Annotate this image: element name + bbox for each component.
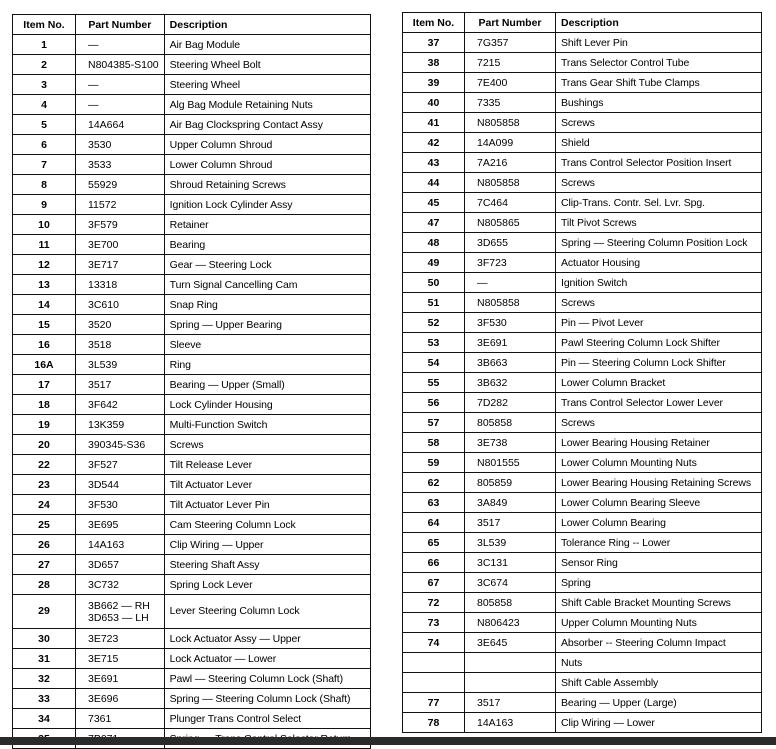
item-number-cell: 34 — [13, 709, 76, 729]
table-row — [403, 653, 762, 673]
part-number-cell: 3517 — [465, 513, 556, 533]
part-number-cell: 3E691 — [465, 333, 556, 353]
item-number-cell: 8 — [13, 175, 76, 195]
description-cell: Tilt Release Lever — [164, 455, 370, 475]
part-number-cell: 3B662 — RH 3D653 — LH — [76, 595, 165, 629]
item-number-cell: 41 — [403, 113, 465, 133]
item-number-cell: 51 — [403, 293, 465, 313]
item-number-cell: 63 — [403, 493, 465, 513]
part-number-cell: 3D657 — [76, 555, 165, 575]
description-cell: Tilt Actuator Lever — [164, 475, 370, 495]
description-cell: Upper Column Shroud — [164, 135, 370, 155]
item-number-cell: 26 — [13, 535, 76, 555]
part-number-cell: 3F642 — [76, 395, 165, 415]
table-row — [13, 649, 371, 669]
part-number-cell: 390345-S36 — [76, 435, 165, 455]
item-number-cell: 40 — [403, 93, 465, 113]
description-cell: Trans Selector Control Tube — [556, 53, 762, 73]
table-row — [13, 95, 371, 115]
table-row — [13, 375, 371, 395]
part-number-cell: — — [76, 95, 165, 115]
parts-table-right — [402, 12, 762, 733]
table-row — [13, 195, 371, 215]
part-number-cell: 7A216 — [465, 153, 556, 173]
description-cell: Upper Column Mounting Nuts — [556, 613, 762, 633]
header-description: Description — [164, 15, 370, 35]
table-row — [403, 573, 762, 593]
table-row — [13, 395, 371, 415]
description-cell: Lower Column Bearing — [556, 513, 762, 533]
part-number-cell: 3D655 — [465, 233, 556, 253]
description-cell: Shield — [556, 133, 762, 153]
item-number-cell: 32 — [13, 669, 76, 689]
table-row — [13, 235, 371, 255]
part-number-cell: 3B632 — [465, 373, 556, 393]
description-cell: Spring — [556, 573, 762, 593]
description-cell: Steering Wheel Bolt — [164, 55, 370, 75]
description-cell: Bushings — [556, 93, 762, 113]
description-cell: Pawl — Steering Column Lock (Shaft) — [164, 669, 370, 689]
part-number-cell: 3B663 — [465, 353, 556, 373]
table-row — [403, 53, 762, 73]
part-number-cell: 14A664 — [76, 115, 165, 135]
description-cell: Sleeve — [164, 335, 370, 355]
item-number-cell: 9 — [13, 195, 76, 215]
description-cell: Lever Steering Column Lock — [164, 595, 370, 629]
item-number-cell: 39 — [403, 73, 465, 93]
table-row — [403, 133, 762, 153]
header-row — [403, 13, 762, 33]
part-number-cell: — — [76, 35, 165, 55]
description-cell: Tolerance Ring -- Lower — [556, 533, 762, 553]
table-row — [403, 93, 762, 113]
table-row — [13, 295, 371, 315]
item-number-cell: 13 — [13, 275, 76, 295]
part-number-cell: 13318 — [76, 275, 165, 295]
description-cell: Multi-Function Switch — [164, 415, 370, 435]
header-item-no: Item No. — [403, 13, 465, 33]
description-cell: Clip-Trans. Contr. Sel. Lvr. Spg. — [556, 193, 762, 213]
table-row — [13, 355, 371, 375]
description-cell: Ignition Lock Cylinder Assy — [164, 195, 370, 215]
item-number-cell: 30 — [13, 629, 76, 649]
item-number-cell: 62 — [403, 473, 465, 493]
description-cell: Steering Shaft Assy — [164, 555, 370, 575]
part-number-cell: 7D282 — [465, 393, 556, 413]
description-cell: Pawl Steering Column Lock Shifter — [556, 333, 762, 353]
description-cell: Shroud Retaining Screws — [164, 175, 370, 195]
table-row — [403, 213, 762, 233]
table-row — [13, 475, 371, 495]
description-cell: Pin — Steering Column Lock Shifter — [556, 353, 762, 373]
table-row — [403, 693, 762, 713]
table-row — [403, 673, 762, 693]
description-cell: Air Bag Module — [164, 35, 370, 55]
item-number-cell: 29 — [13, 595, 76, 629]
item-number-cell: 74 — [403, 633, 465, 653]
part-number-cell: 805858 — [465, 593, 556, 613]
item-number-cell: 15 — [13, 315, 76, 335]
table-row — [403, 273, 762, 293]
description-cell: Cam Steering Column Lock — [164, 515, 370, 535]
table-row — [403, 393, 762, 413]
item-number-cell — [403, 673, 465, 693]
table-row — [13, 335, 371, 355]
item-number-cell: 72 — [403, 593, 465, 613]
item-number-cell: 57 — [403, 413, 465, 433]
item-number-cell: 16 — [13, 335, 76, 355]
item-number-cell: 24 — [13, 495, 76, 515]
part-number-cell: 3E695 — [76, 515, 165, 535]
part-number-cell: 3C131 — [465, 553, 556, 573]
description-cell: Gear — Steering Lock — [164, 255, 370, 275]
table-row — [13, 415, 371, 435]
part-number-cell: N801555 — [465, 453, 556, 473]
part-number-cell: 3L539 — [76, 355, 165, 375]
table-row — [403, 353, 762, 373]
item-number-cell: 54 — [403, 353, 465, 373]
table-row — [13, 175, 371, 195]
description-cell: Screws — [556, 293, 762, 313]
header-description: Description — [556, 13, 762, 33]
item-number-cell: 31 — [13, 649, 76, 669]
part-number-cell: 3530 — [76, 135, 165, 155]
item-number-cell: 48 — [403, 233, 465, 253]
description-cell: Steering Wheel — [164, 75, 370, 95]
table-row — [13, 55, 371, 75]
part-number-cell: 3E645 — [465, 633, 556, 653]
page-bottom-edge — [0, 737, 776, 745]
description-cell: Screws — [556, 413, 762, 433]
description-cell: Nuts — [556, 653, 762, 673]
description-cell: Retainer — [164, 215, 370, 235]
table-row — [403, 253, 762, 273]
part-number-cell: 3D544 — [76, 475, 165, 495]
description-cell: Shift Cable Bracket Mounting Screws — [556, 593, 762, 613]
part-number-cell: 3E717 — [76, 255, 165, 275]
part-number-cell: 7G357 — [465, 33, 556, 53]
table-row — [403, 453, 762, 473]
table-row — [13, 75, 371, 95]
table-row — [13, 495, 371, 515]
table-row — [13, 689, 371, 709]
table-row — [13, 515, 371, 535]
description-cell: Screws — [556, 113, 762, 133]
description-cell: Screws — [164, 435, 370, 455]
item-number-cell: 1 — [13, 35, 76, 55]
item-number-cell: 19 — [13, 415, 76, 435]
part-number-cell: 7215 — [465, 53, 556, 73]
description-cell: Lock Cylinder Housing — [164, 395, 370, 415]
item-number-cell: 33 — [13, 689, 76, 709]
item-number-cell: 37 — [403, 33, 465, 53]
part-number-cell: 13K359 — [76, 415, 165, 435]
item-number-cell: 73 — [403, 613, 465, 633]
part-number-cell: 3518 — [76, 335, 165, 355]
item-number-cell: 18 — [13, 395, 76, 415]
description-cell: Screws — [556, 173, 762, 193]
parts-table-left — [12, 14, 371, 749]
part-number-cell: 3F723 — [465, 253, 556, 273]
table-row — [13, 595, 371, 629]
table-row — [403, 593, 762, 613]
part-number-cell: 3F530 — [465, 313, 556, 333]
table-row — [13, 535, 371, 555]
description-cell: Turn Signal Cancelling Cam — [164, 275, 370, 295]
table-row — [403, 433, 762, 453]
item-number-cell: 20 — [13, 435, 76, 455]
item-number-cell: 64 — [403, 513, 465, 533]
item-number-cell: 23 — [13, 475, 76, 495]
table-row — [13, 35, 371, 55]
description-cell: Tilt Pivot Screws — [556, 213, 762, 233]
table-row — [13, 135, 371, 155]
table-row — [403, 473, 762, 493]
table-body-right — [403, 33, 762, 733]
part-number-cell: 3E691 — [76, 669, 165, 689]
table-row — [13, 215, 371, 235]
part-number-cell: 14A163 — [465, 713, 556, 733]
table-row — [13, 155, 371, 175]
table-row — [403, 373, 762, 393]
part-number-cell: N805858 — [465, 293, 556, 313]
table-row — [403, 313, 762, 333]
part-number-cell: 3520 — [76, 315, 165, 335]
item-number-cell: 78 — [403, 713, 465, 733]
table-row — [13, 629, 371, 649]
part-number-cell: N804385-S100 — [76, 55, 165, 75]
part-number-cell: 3L539 — [465, 533, 556, 553]
table-row — [13, 315, 371, 335]
part-number-cell: 11572 — [76, 195, 165, 215]
description-cell: Bearing — Upper (Small) — [164, 375, 370, 395]
part-number-cell: 3E715 — [76, 649, 165, 669]
description-cell: Lower Column Mounting Nuts — [556, 453, 762, 473]
description-cell: Actuator Housing — [556, 253, 762, 273]
item-number-cell: 2 — [13, 55, 76, 75]
part-number-cell: 805858 — [465, 413, 556, 433]
part-number-cell: 3517 — [465, 693, 556, 713]
part-number-cell: N805858 — [465, 173, 556, 193]
part-number-cell: 3C610 — [76, 295, 165, 315]
item-number-cell: 3 — [13, 75, 76, 95]
part-number-cell: 3E696 — [76, 689, 165, 709]
item-number-cell: 49 — [403, 253, 465, 273]
part-number-cell: 3E700 — [76, 235, 165, 255]
item-number-cell: 65 — [403, 533, 465, 553]
part-number-cell: 3F579 — [76, 215, 165, 235]
part-number-cell — [465, 673, 556, 693]
table-row — [403, 173, 762, 193]
item-number-cell: 6 — [13, 135, 76, 155]
item-number-cell: 28 — [13, 575, 76, 595]
part-number-cell: 3E738 — [465, 433, 556, 453]
part-number-cell: 3533 — [76, 155, 165, 175]
part-number-cell: 3A849 — [465, 493, 556, 513]
part-number-cell: 3F527 — [76, 455, 165, 475]
item-number-cell — [403, 653, 465, 673]
description-cell: Lock Actuator Assy — Upper — [164, 629, 370, 649]
item-number-cell: 42 — [403, 133, 465, 153]
description-cell: Ignition Switch — [556, 273, 762, 293]
table-row — [403, 553, 762, 573]
description-cell: Shift Lever Pin — [556, 33, 762, 53]
description-cell: Alg Bag Module Retaining Nuts — [164, 95, 370, 115]
item-number-cell: 53 — [403, 333, 465, 353]
table-row — [13, 555, 371, 575]
description-cell: Trans Gear Shift Tube Clamps — [556, 73, 762, 93]
description-cell: Bearing — Upper (Large) — [556, 693, 762, 713]
item-number-cell: 10 — [13, 215, 76, 235]
item-number-cell: 47 — [403, 213, 465, 233]
description-cell: Lock Actuator — Lower — [164, 649, 370, 669]
item-number-cell: 45 — [403, 193, 465, 213]
part-number-cell: 14A099 — [465, 133, 556, 153]
part-number-cell: 3C674 — [465, 573, 556, 593]
table-row — [13, 669, 371, 689]
item-number-cell: 56 — [403, 393, 465, 413]
table-row — [403, 613, 762, 633]
table-row — [13, 275, 371, 295]
table-row — [13, 575, 371, 595]
table-row — [13, 455, 371, 475]
header-part-number: Part Number — [465, 13, 556, 33]
item-number-cell: 59 — [403, 453, 465, 473]
table-row — [403, 633, 762, 653]
item-number-cell: 44 — [403, 173, 465, 193]
item-number-cell: 38 — [403, 53, 465, 73]
header-part-number: Part Number — [76, 15, 165, 35]
item-number-cell: 27 — [13, 555, 76, 575]
item-number-cell: 4 — [13, 95, 76, 115]
table-row — [403, 493, 762, 513]
header-item-no: Item No. — [13, 15, 76, 35]
table-row — [403, 113, 762, 133]
description-cell: Clip Wiring — Lower — [556, 713, 762, 733]
description-cell: Lower Column Shroud — [164, 155, 370, 175]
description-cell: Trans Control Selector Lower Lever — [556, 393, 762, 413]
header-row — [13, 15, 371, 35]
table-row — [13, 255, 371, 275]
item-number-cell: 50 — [403, 273, 465, 293]
part-number-cell: 3E723 — [76, 629, 165, 649]
item-number-cell: 43 — [403, 153, 465, 173]
table-row — [403, 513, 762, 533]
item-number-cell: 16A — [13, 355, 76, 375]
item-number-cell: 11 — [13, 235, 76, 255]
table-row — [403, 33, 762, 53]
table-row — [403, 73, 762, 93]
table-row — [403, 413, 762, 433]
table-row — [403, 153, 762, 173]
table-row — [403, 713, 762, 733]
table-row — [13, 435, 371, 455]
part-number-cell: 7C464 — [465, 193, 556, 213]
part-number-cell: 805859 — [465, 473, 556, 493]
description-cell: Trans Control Selector Position Insert — [556, 153, 762, 173]
description-cell: Spring Lock Lever — [164, 575, 370, 595]
table-row — [403, 233, 762, 253]
description-cell: Lower Bearing Housing Retaining Screws — [556, 473, 762, 493]
item-number-cell: 5 — [13, 115, 76, 135]
table-row — [403, 293, 762, 313]
part-number-cell — [465, 653, 556, 673]
part-number-cell: 14A163 — [76, 535, 165, 555]
item-number-cell: 67 — [403, 573, 465, 593]
description-cell: Spring — Upper Bearing — [164, 315, 370, 335]
description-cell: Bearing — [164, 235, 370, 255]
part-number-cell: 7E400 — [465, 73, 556, 93]
part-number-cell: — — [76, 75, 165, 95]
description-cell: Lower Column Bearing Sleeve — [556, 493, 762, 513]
description-cell: Pin — Pivot Lever — [556, 313, 762, 333]
description-cell: Sensor Ring — [556, 553, 762, 573]
description-cell: Absorber -- Steering Column Impact — [556, 633, 762, 653]
item-number-cell: 25 — [13, 515, 76, 535]
part-number-cell: N805858 — [465, 113, 556, 133]
table-row — [13, 709, 371, 729]
item-number-cell: 52 — [403, 313, 465, 333]
item-number-cell: 14 — [13, 295, 76, 315]
item-number-cell: 12 — [13, 255, 76, 275]
part-number-cell: 3517 — [76, 375, 165, 395]
item-number-cell: 22 — [13, 455, 76, 475]
item-number-cell: 7 — [13, 155, 76, 175]
description-cell: Tilt Actuator Lever Pin — [164, 495, 370, 515]
description-cell: Plunger Trans Control Select — [164, 709, 370, 729]
part-number-cell: 7361 — [76, 709, 165, 729]
description-cell: Snap Ring — [164, 295, 370, 315]
description-cell: Shift Cable Assembly — [556, 673, 762, 693]
description-cell: Spring — Steering Column Position Lock — [556, 233, 762, 253]
description-cell: Ring — [164, 355, 370, 375]
item-number-cell: 77 — [403, 693, 465, 713]
item-number-cell: 58 — [403, 433, 465, 453]
part-number-cell: 7335 — [465, 93, 556, 113]
item-number-cell: 17 — [13, 375, 76, 395]
description-cell: Lower Bearing Housing Retainer — [556, 433, 762, 453]
part-number-cell: N805865 — [465, 213, 556, 233]
part-number-cell: 3C732 — [76, 575, 165, 595]
description-cell: Clip Wiring — Upper — [164, 535, 370, 555]
table-body-left — [13, 35, 371, 749]
description-cell: Spring — Steering Column Lock (Shaft) — [164, 689, 370, 709]
part-number-cell: N806423 — [465, 613, 556, 633]
item-number-cell: 55 — [403, 373, 465, 393]
part-number-cell: — — [465, 273, 556, 293]
description-cell: Lower Column Bracket — [556, 373, 762, 393]
part-number-cell: 55929 — [76, 175, 165, 195]
part-number-cell: 3F530 — [76, 495, 165, 515]
table-row — [403, 333, 762, 353]
table-row — [13, 115, 371, 135]
table-row — [403, 533, 762, 553]
table-row — [403, 193, 762, 213]
description-cell: Air Bag Clockspring Contact Assy — [164, 115, 370, 135]
item-number-cell: 66 — [403, 553, 465, 573]
